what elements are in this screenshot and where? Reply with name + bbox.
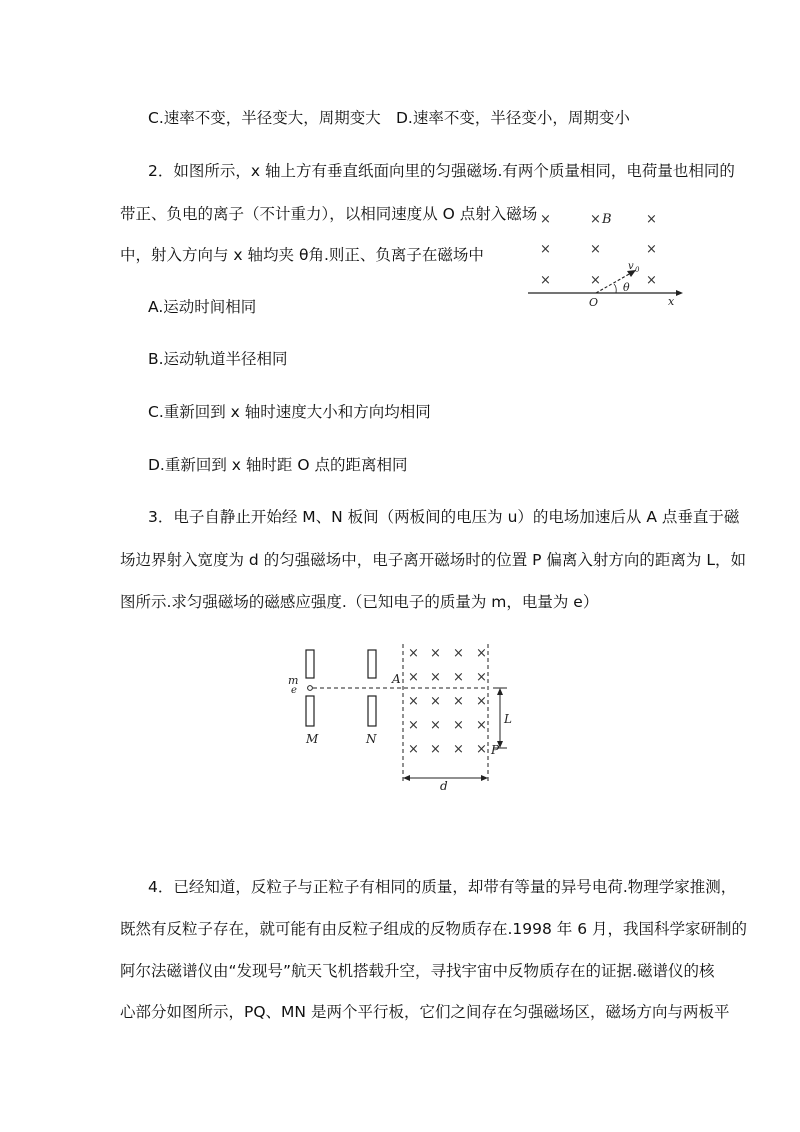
field-cross: × bbox=[453, 718, 464, 733]
q2-option-a: A.运动时间相同 bbox=[148, 298, 257, 316]
q2-stem-line2: 带正、负电的离子（不计重力），以相同速度从 O 点射入磁场 bbox=[120, 205, 538, 223]
label-m: m bbox=[288, 674, 299, 687]
field-cross: × bbox=[540, 242, 551, 257]
q2-stem-line1: 2．如图所示，x 轴上方有垂直纸面向里的匀强磁场.有两个质量相同，电荷量也相同的 bbox=[148, 162, 735, 180]
option-d-prev: D.速率不变，半径变小，周期变小 bbox=[396, 109, 630, 127]
dimension-l-arrow-top bbox=[497, 688, 503, 695]
field-cross: × bbox=[453, 694, 464, 709]
label-v: v bbox=[628, 261, 634, 272]
field-cross: × bbox=[476, 718, 487, 733]
field-cross: × bbox=[408, 742, 419, 757]
q3-stem-line2: 场边界射入宽度为 d 的匀强磁场中，电子离开磁场时的位置 P 偏离入射方向的距离为 L，如 bbox=[120, 551, 746, 569]
field-cross: × bbox=[540, 212, 551, 227]
field-cross: × bbox=[646, 212, 657, 227]
q2-option-b: B.运动轨道半径相同 bbox=[148, 350, 288, 368]
field-cross: × bbox=[430, 670, 441, 685]
q2-option-c: C.重新回到 x 轴时速度大小和方向均相同 bbox=[148, 403, 431, 421]
field-cross: × bbox=[590, 242, 601, 257]
field-cross: × bbox=[430, 742, 441, 757]
label-theta: θ bbox=[623, 281, 630, 294]
label-p: P bbox=[491, 743, 500, 757]
q4-stem-line4: 心部分如图所示，PQ、MN 是两个平行板，它们之间存在匀强磁场区，磁场方向与两板平 bbox=[120, 1003, 730, 1021]
field-cross: × bbox=[453, 670, 464, 685]
label-plate-m: M bbox=[306, 732, 319, 746]
q3-stem-line1: 3．电子自静止开始经 M、N 板间（两板间的电压为 u）的电场加速后从 A 点垂直于磁 bbox=[148, 508, 740, 526]
field-cross: × bbox=[453, 742, 464, 757]
plate-m-bottom bbox=[306, 696, 314, 726]
label-v-sub: 0 bbox=[635, 266, 640, 274]
q4-stem-line2: 既然有反粒子存在，就可能有由反粒子组成的反物质存在.1998 年 6 月，我国科学家研制的 bbox=[120, 920, 748, 938]
label-a: A bbox=[392, 672, 401, 686]
q2-stem-line3: 中，射入方向与 x 轴均夹 θ角.则正、负离子在磁场中 bbox=[120, 246, 484, 264]
label-o: O bbox=[589, 296, 599, 309]
field-cross: × bbox=[408, 646, 419, 661]
plate-n-bottom bbox=[368, 696, 376, 726]
q3-stem-line3: 图所示.求匀强磁场的磁感应强度.（已知电子的质量为 m，电量为 e） bbox=[120, 593, 599, 611]
field-cross: × bbox=[476, 742, 487, 757]
field-cross: × bbox=[590, 273, 601, 288]
electron-source bbox=[308, 686, 313, 691]
dimension-d-arrow-right bbox=[481, 775, 488, 781]
q3-figure bbox=[282, 642, 522, 792]
field-cross: × bbox=[430, 694, 441, 709]
field-cross: × bbox=[408, 718, 419, 733]
label-plate-n: N bbox=[366, 732, 377, 746]
label-x: x bbox=[668, 295, 675, 308]
field-cross: × bbox=[476, 646, 487, 661]
plate-m-top bbox=[306, 650, 314, 678]
field-cross: × bbox=[540, 273, 551, 288]
angle-arc bbox=[614, 284, 616, 293]
field-cross: × bbox=[408, 694, 419, 709]
label-d: d bbox=[440, 779, 448, 793]
q4-stem-line3: 阿尔法磁谱仪由“发现号”航天飞机搭载升空，寻找宇宙中反物质存在的证据.磁谱仪的核 bbox=[120, 962, 715, 980]
q2-option-d: D.重新回到 x 轴时距 O 点的距离相同 bbox=[148, 456, 408, 474]
field-cross: × bbox=[430, 718, 441, 733]
field-cross: × bbox=[590, 212, 601, 227]
q4-stem-line1: 4．已经知道，反粒子与正粒子有相同的质量，却带有等量的异号电荷.物理学家推测， bbox=[148, 878, 737, 896]
x-axis-arrowhead bbox=[676, 290, 683, 296]
plate-n-top bbox=[368, 650, 376, 678]
label-e: e bbox=[291, 685, 297, 696]
field-cross: × bbox=[430, 646, 441, 661]
field-cross: × bbox=[453, 646, 464, 661]
field-cross: × bbox=[408, 670, 419, 685]
dimension-d-arrow-left bbox=[403, 775, 410, 781]
field-cross: × bbox=[646, 273, 657, 288]
field-cross: × bbox=[476, 670, 487, 685]
field-cross: × bbox=[476, 694, 487, 709]
q2-figure bbox=[526, 205, 686, 309]
option-c-prev: C.速率不变，半径变大，周期变大 bbox=[148, 109, 381, 127]
field-cross: × bbox=[646, 242, 657, 257]
label-l: L bbox=[504, 712, 512, 726]
label-b: B bbox=[602, 212, 612, 227]
